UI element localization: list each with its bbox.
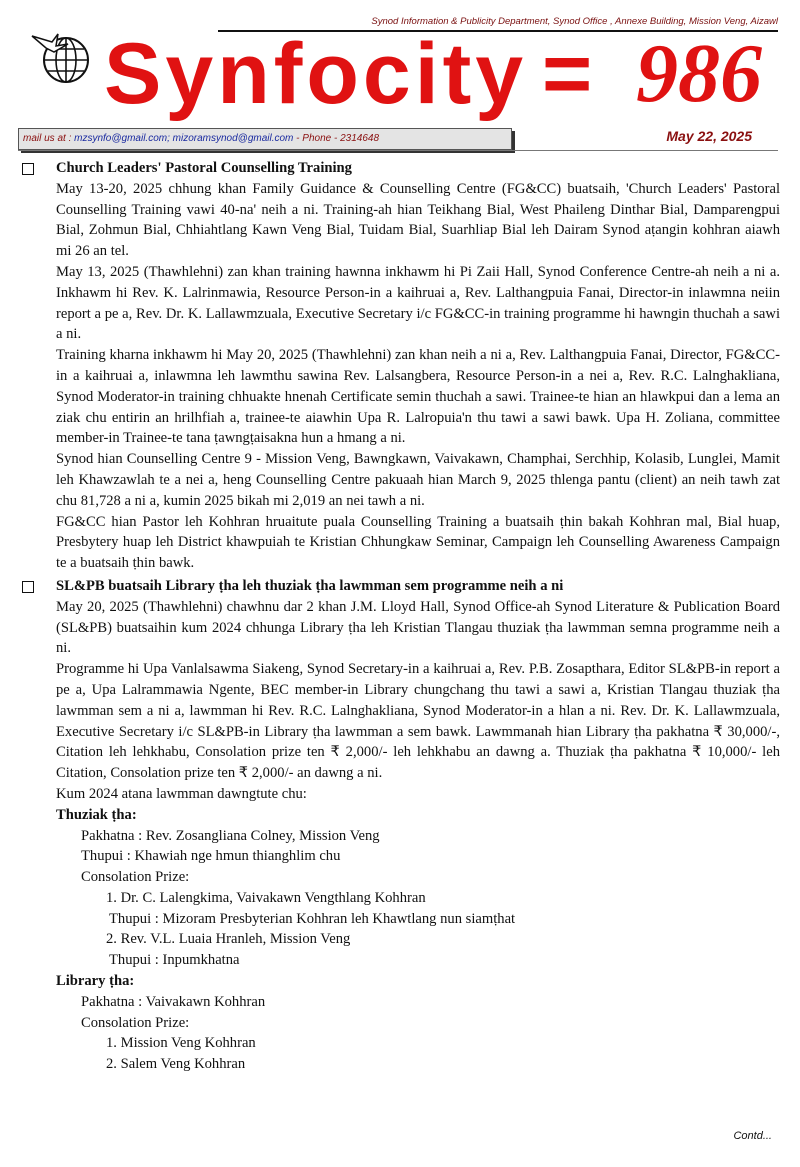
list-item: Thupui : Mizoram Presbyterian Kohhran leh Khawtlang nun siamṭhat xyxy=(109,910,516,927)
contact-bar xyxy=(18,128,512,150)
paragraph: FG&CC hian Pastor leh Kohhran hruaitute puala Counselling Training a buatsaih ṭhin bakah Kohhran mal, Bial huap, Presbytery huap leh District khawpuiah te Kristian Chhungkaw Seminar, Campaign leh Counselling Awareness Campaign te a buatsaih ṭhin bawk. xyxy=(56,513,780,572)
mail-label: mail us at : xyxy=(23,133,72,144)
list-item: Pakhatna : Vaivakawn Kohhran xyxy=(81,993,266,1010)
list-item: 1. Mission Veng Kohhran xyxy=(106,1035,256,1052)
list-item: Thupui : Inpumkhatna xyxy=(109,952,240,969)
list-item: 2. Rev. V.L. Luaia Hranleh, Mission Veng xyxy=(106,931,351,948)
paragraph: May 13-20, 2025 chhung khan Family Guidance & Counselling Centre (FG&CC) buatsaih, 'Church Leaders' Pastoral Counselling Training vawi 40-na' neih a ni. Training-ah hian Teikhang Bial, West Phaileng Dinthar Bial, Damparengpui Bial, Zohmun Bial, Chhiahtlang Kawn Veng Bial, Tuidam Bial, Suarhliap Bial leh Dairam Synod aṭangin kohhran aiawh mi 26 an tel. xyxy=(56,180,780,260)
section-heading: SL&PB buatsaih Library ṭha leh thuziak ṭha lawmman sem programme neih a ni xyxy=(20,576,780,597)
paragraph: May 20, 2025 (Thawhlehni) chawhnu dar 2 khan J.M. Lloyd Hall, Synod Office-ah Synod Literature & Publication Board (SL&PB) buatsaihin kum 2024 chhunga Library ṭha leh Kristian Tlangau thuziak ṭha lawmman semna programme neih a ni. xyxy=(56,598,780,657)
email-addresses[interactable]: mzsynfo@gmail.com; mizoramsynod@gmail.com xyxy=(74,133,294,144)
paragraph: Synod hian Counselling Centre 9 - Mission Veng, Bawngkawn, Vaivakawn, Champhai, Serchhip, Kolasib, Lunglei, Mamit leh Khawzawlah te a nei a, heng Counselling Centre pakuaah hian March 9, 2025 thlenga pantu (client) an neih tawh zat chu 81,728 a ni a, kumin 2025 bikah mi 2,019 an nei tawh a ni. xyxy=(56,451,780,509)
subsection-heading: Library ṭha: xyxy=(56,973,135,990)
list-item: 2. Salem Veng Kohhran xyxy=(106,1056,246,1073)
list-item: Thupui : Khawiah nge hmun thianghlim chu xyxy=(81,848,341,865)
list-item: Pakhatna : Rev. Zosangliana Colney, Mission Veng xyxy=(81,827,380,844)
header-divider xyxy=(18,150,778,151)
phone-number: - Phone - 2314648 xyxy=(296,133,380,144)
issue-date: May 22, 2025 xyxy=(666,128,752,144)
article-body xyxy=(20,158,780,1075)
paragraph: May 13, 2025 (Thawhlehni) zan khan training hawnna inkhawm hi Pi Zaii Hall, Synod Conference Centre-ah neih a ni a. Inkhawm hi Rev. K. Lalrinmawia, Resource Person-in a kaihruai a, Rev. Lalthangpuia Fanai, Director-in inlawmna neiin report a pe a, Rev. Dr. K. Lallawmzuala, Executive Secretary i/c FG&CC-in training programme hi hawngin thuchah a sawi a ni. xyxy=(56,263,780,343)
winners-intro: Kum 2024 atana lawmman dawngtute chu: xyxy=(56,785,307,802)
issue-number: 986 xyxy=(636,27,762,120)
masthead xyxy=(104,22,784,126)
subsection-heading: Thuziak ṭha: xyxy=(56,806,137,823)
list-item: Consolation Prize: xyxy=(81,869,190,886)
masthead-equals: = xyxy=(542,26,593,122)
paragraph: Programme hi Upa Vanlalsawma Siakeng, Synod Secretary-in a kaihruai a, Rev. P.B. Zosapthara, Editor SL&PB-in report a pe a, Upa Lalrammawia Ngente, BEC member-in Library chungchang thu tawi a sawi a, Kristian Tlangau thuziak ṭha lawmman sem a ni a, lawmman hi Rev. R.C. Lalnghakliana, Synod Moderator-in a hlan a ni. Rev. Dr. K. Lallawmzuala, Executive Secretary i/c SL&PB-in Library ṭha lawmman a sem bawk. Lawmmanah hian Library ṭha pakhatna ₹ 30,000/-, Citation leh lehkhabu, Consolation prize ten ₹ 2,000/- leh lehkhabu an dawng a. Thuziak ṭha pakhatna ₹ 10,000/- leh Citation, Consolation prize ten ₹ 2,000/- an dawng a ni. xyxy=(56,661,780,782)
list-item: Consolation Prize: xyxy=(81,1014,190,1031)
paragraph: Training kharna inkhawm hi May 20, 2025 (Thawhlehni) zan khan neih a ni a, Rev. Lalthangpuia Fanai, Director, FG&CC-in a kaihruai a, inlawmna leh lawmthu sawina Rev. Lalsangbera, Resource Person-in a nei a, Rev. R.C. Lalnghakliana, Synod Moderator-in training chhuakte hnenah Certificate semin thuchah a sawi. Trainee-te hian an hlawkpui dan a lema an ziak chu entirin an hrilhfiah a, trainee-te aiawhin Upa R. Lalropuia'n thu tawi a sawi bawk. Upa H. Zoliana, committee member-in Trainee-te tana ṭawngṭaisakna hun a hmang a ni. xyxy=(56,347,780,447)
continued-note: Contd... xyxy=(733,1130,772,1142)
masthead-name: Synfocity xyxy=(104,26,528,122)
org-line: Synod Information & Publicity Department, Synod Office , Annexe Building, Mission Veng, Aizawl xyxy=(371,16,778,27)
globe-dove-logo-icon xyxy=(28,26,98,86)
section-heading: Church Leaders' Pastoral Counselling Training xyxy=(20,158,780,179)
list-item: 1. Dr. C. Lalengkima, Vaivakawn Vengthlang Kohhran xyxy=(106,889,426,906)
square-bullet-icon xyxy=(22,581,34,593)
square-bullet-icon xyxy=(22,163,34,175)
